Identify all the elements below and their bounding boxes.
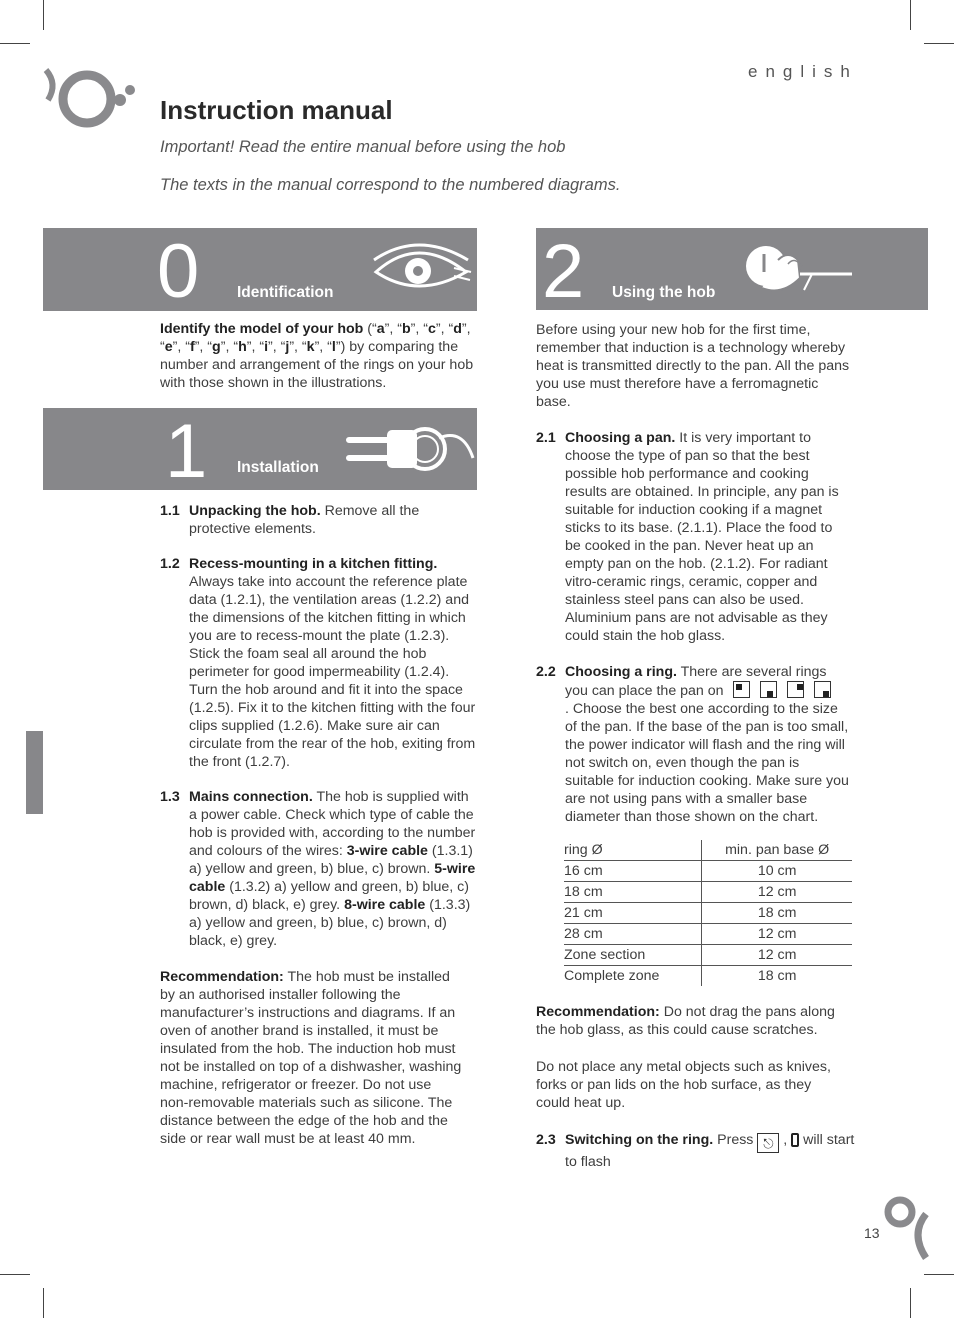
- brand-mark-icon: [880, 1190, 930, 1262]
- crop-mark: [924, 43, 954, 44]
- finger-press-icon: [742, 238, 862, 304]
- section-title: Identification: [237, 284, 334, 301]
- digit-zero-display-icon: [791, 1133, 799, 1147]
- using-item-2-2: 2.2 Choosing a ring. There are several rings you can place the pan on . Choose the best one according to the size of the pan. If the base of the pan is too small, the power indicator will flash and the ring will not switch on, even though the pan is suitable for induction cooking. Make sure you are not using pans with a smaller base diameter than those shown on the chart.: [536, 664, 849, 825]
- crop-mark: [0, 1274, 30, 1275]
- section-title: Using the hob: [612, 284, 716, 301]
- page-number: 13: [864, 1225, 880, 1241]
- page-title: Instruction manual: [160, 95, 393, 125]
- crop-mark: [43, 0, 44, 30]
- install-item-1-1: 1.1 Unpacking the hob. Remove all the protective elements.: [160, 503, 420, 537]
- table-row: Complete zone 18 cm: [564, 966, 852, 987]
- crop-mark: [910, 1288, 911, 1318]
- ring-size-table: [564, 840, 852, 986]
- power-button-icon: ⎋: [757, 1133, 779, 1153]
- side-tab-marker: [26, 731, 43, 814]
- using-item-2-1: 2.1 Choosing a pan. It is very important to choose the type of pan so that the best possible hob performance and cooking results are obtained. In principle, any pan is suitable for induction cooking if a magnet sticks to its base. (2.1.1). Place the food to be cooked in the pan. Never heat up an empty pan on the hob. (2.1.2). For radiant vitro-ceramic rings, ceramic, copper and stainless steel pans can also be used. Aluminium pans are not advisable as they could stain the hob glass.: [536, 430, 839, 644]
- subtitle-diagrams: The texts in the manual correspond to the numbered diagrams.: [160, 176, 621, 194]
- section-installation-bar: [43, 408, 477, 494]
- table-row: 28 cm 12 cm: [564, 924, 852, 945]
- section-number: 2: [542, 229, 585, 314]
- using-intro: Before using your new hob for the first time, remember that induction is a technology whereby heat is transmitted directly to the pan. All the pans you use must therefore have a ferromagnetic base.: [536, 322, 850, 410]
- crop-mark: [0, 43, 30, 44]
- brand-logo-icon: [40, 62, 140, 138]
- crop-mark: [924, 1274, 954, 1275]
- eye-icon: [368, 238, 473, 300]
- table-row: 18 cm 12 cm: [564, 882, 852, 903]
- table-row: Zone section 12 cm: [564, 945, 852, 966]
- install-item-1-3: 1.3 Mains connection. The hob is supplied with a power cable. Check which type of cable the hob is provided with, according to the number and colours of the wires: 3-wire cable (1.3.1) a) yellow and green, b) blue, c) brown. 5-wire cable (1.3.2) a) yellow and green, b) blue, c) brown, d) black, e) grey. 8-wire cable (1.3.3) a) yellow and green, b) blue, c) brown, d) black, e) grey.: [160, 789, 476, 949]
- crop-mark: [910, 0, 911, 30]
- identification-text: Identify the model of your hob (“a”, “b”, “c”, “d”, “e”, “f”, “g”, “h”, “i”, “j”, “k”, “l”) by comparing the number and arrangement of the rings on your hob with those shown in the illustrations.: [160, 321, 474, 391]
- installation-recommendation: Recommendation: The hob must be installed by an authorised installer following the manufacturer’s instructions and diagrams. If an oven of another brand is installed, it must be insulated from the hob. The induction hob must not be installed on top of a dishwasher, washing machine, refrigerator or freezer. Do not use non-removable materials such as silicone. The distance between the edge of the hob and the side or rear wall must be at least 40 mm.: [160, 969, 462, 1147]
- power-plug-icon: [343, 418, 477, 488]
- section-using-bar: [536, 228, 928, 314]
- language-label: english: [748, 62, 858, 81]
- using-item-2-3: 2.3 Switching on the ring. Press ⎋ , will start to flash: [536, 1132, 855, 1170]
- table-header-cell: min. pan base Ø: [702, 840, 852, 861]
- ring-bottom-left-icon: [760, 681, 777, 698]
- ring-bottom-right-icon: [814, 681, 831, 698]
- table-row: 21 cm 18 cm: [564, 903, 852, 924]
- subtitle-important: Important! Read the entire manual before using the hob: [160, 138, 566, 156]
- table-header-cell: ring Ø: [564, 840, 702, 861]
- identification-lead: Identify the model of your hob: [160, 321, 364, 337]
- section-number: 1: [165, 409, 208, 494]
- section-title: Installation: [237, 459, 319, 476]
- table-header-row: [564, 840, 852, 861]
- crop-mark: [43, 1288, 44, 1318]
- metal-objects-note: Do not place any metal objects such as knives, forks or pan lids on the hob surface, as they could heat up.: [536, 1059, 831, 1111]
- table-row: 16 cm 10 cm: [564, 861, 852, 882]
- install-item-1-2: 1.2 Recess-mounting in a kitchen fitting. Always take into account the reference plate data (1.2.1), the ventilation areas (1.2.2) and the dimensions of the kitchen fitting in which you are to recess-mount the plate (1.2.3). Stick the foam seal all around the hob perimeter for good impermeability (1.2.4). Turn the hob around and fit it into the space (1.2.5). Fix it to the kitchen fitting with the four clips supplied (1.2.6). Make sure air can circulate from the rear of the hob, exiting from the front (1.2.7).: [160, 556, 476, 770]
- section-identification-bar: [43, 228, 477, 314]
- ring-top-left-icon: [733, 681, 750, 698]
- ring-top-right-icon: [787, 681, 804, 698]
- section-number: 0: [157, 229, 200, 314]
- using-recommendation: Recommendation: Do not drag the pans along the hob glass, as this could cause scratches.: [536, 1004, 835, 1038]
